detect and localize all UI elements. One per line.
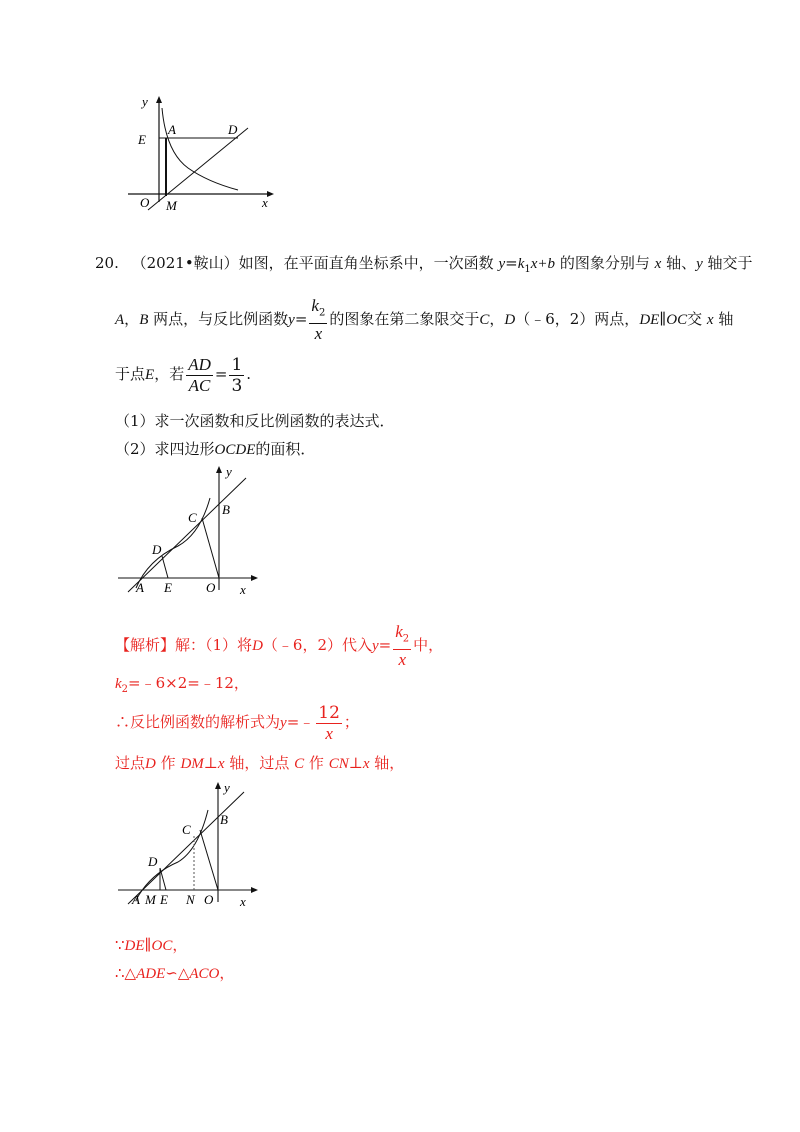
fig3-label-M: M: [145, 892, 156, 907]
fig3-label-D: D: [148, 854, 158, 869]
problem-number: 20.: [95, 254, 119, 272]
fig2-label-O: O: [206, 580, 216, 595]
fig1-diagonal-line: [148, 128, 248, 210]
figure-1: [128, 92, 278, 212]
fraction-k2-over-x-solution: $\frac{k_2}{x}$: [395, 622, 410, 670]
fig2-label-B: B: [222, 502, 230, 517]
solution-line-5: ∵DE∥OC，: [115, 936, 188, 954]
fig1-label-M: M: [166, 198, 177, 212]
fig2-label-E: E: [164, 580, 172, 595]
solution-line-1: 【解析】解：（1）将D（﹣6，2）代入y= $\frac{k_2}{x}$ 中，: [115, 622, 444, 670]
problem-source: （2021•鞍山）: [131, 254, 239, 272]
problem-line-2: A，B 两点，与反比例函数y= $\frac{k_2}{x}$ 的图象在第二象限交于C，D（﹣6，2）两点，DE∥OC交 x 轴: [115, 296, 734, 344]
fig3-label-y: y: [224, 780, 230, 795]
fraction-AD-over-AC: $\frac{AD}{AC}$: [188, 354, 211, 395]
fig2-line-AB: [128, 478, 246, 592]
fraction-12-over-x: $\frac{12}{x}$: [318, 702, 340, 743]
fig3-x-arrow: [251, 887, 258, 893]
solution-line-6: ∴△ADE∽△ACO，: [115, 964, 235, 982]
solution-line-2: $k_2=﹣6\times 2=﹣12$，: [115, 674, 249, 695]
fig1-label-D: D: [228, 122, 238, 137]
fig2-hyperbola: [136, 498, 210, 588]
fig1-x-arrow: [267, 191, 274, 197]
fraction-k2-over-x: $\frac{k_2}{x}$: [311, 296, 326, 344]
figure-2: [118, 462, 268, 600]
fig1-label-E: E: [138, 132, 146, 147]
fig2-label-D: D: [152, 542, 162, 557]
solution-tag: 【解析】: [115, 636, 176, 655]
fig2-label-A: A: [136, 580, 144, 595]
fig2-label-y: y: [226, 464, 232, 479]
fig2-segment-DE: [162, 556, 168, 578]
question-2: （2）求四边形OCDE的面积．: [115, 440, 316, 458]
question-1: （1）求一次函数和反比例函数的表达式．: [115, 412, 395, 430]
fig3-label-A: A: [132, 892, 140, 907]
problem-line-1: 20. （2021•鞍山）如图，在平面直角坐标系中，一次函数 $y=k_1x+b$ 的图象分别与 x 轴、y 轴交于: [95, 254, 753, 275]
fig3-label-N: N: [186, 892, 195, 907]
fig2-y-arrow: [216, 466, 222, 473]
fig3-segment-DE: [160, 868, 166, 890]
fig3-label-x: x: [240, 894, 246, 909]
fig1-label-O: O: [140, 195, 150, 210]
fig3-label-E: E: [160, 892, 168, 907]
fig1-label-y: y: [142, 94, 148, 109]
fig2-x-arrow: [251, 575, 258, 581]
solution-line-3: ∴反比例函数的解析式为y=﹣ $\frac{12}{x}$ ；: [115, 702, 359, 743]
fig1-label-x: x: [262, 195, 268, 210]
fraction-one-third: $\frac{1}{3}$: [231, 354, 243, 396]
fig1-hyperbola: [162, 108, 238, 190]
fig3-label-C: C: [182, 822, 191, 837]
fig3-y-arrow: [215, 782, 221, 789]
fig2-label-x: x: [240, 582, 246, 597]
fig3-segment-CO: [200, 830, 218, 890]
fig3-label-O: O: [204, 892, 214, 907]
figure-3: [118, 778, 268, 912]
solution-line-4: 过点D 作 DM⊥x 轴，过点 C 作 CN⊥x 轴，: [115, 754, 405, 772]
fig1-y-arrow: [156, 96, 162, 103]
fig2-segment-CO: [202, 518, 219, 578]
fig1-label-A: A: [168, 122, 176, 137]
fig3-label-B: B: [220, 812, 228, 827]
problem-line-3: 于点E，若 $\frac{AD}{AC}$ = $\frac{1}{3}$ .: [115, 354, 252, 396]
fig2-label-C: C: [188, 510, 197, 525]
fig3-line-AB: [128, 792, 244, 904]
